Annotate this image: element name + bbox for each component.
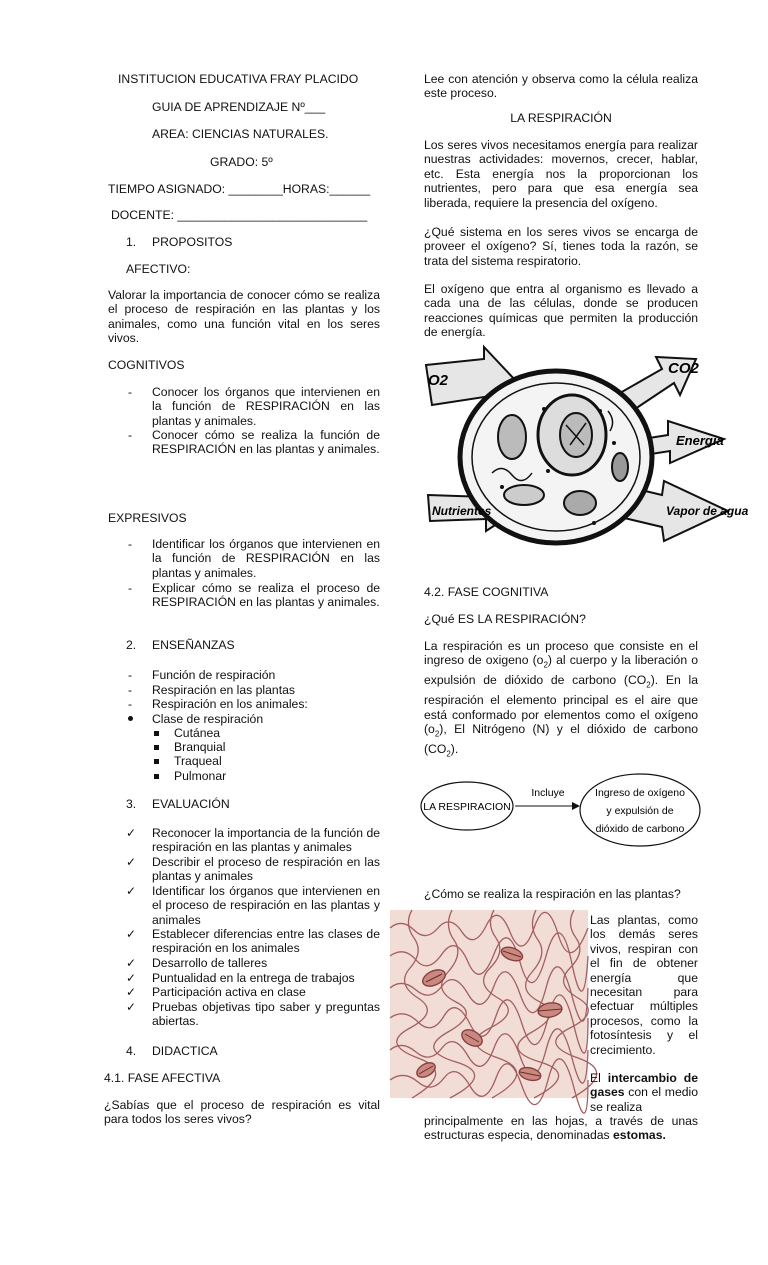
energia-label: Energia	[676, 433, 724, 448]
teacher-line: DOCENTE: ____________________________	[111, 208, 368, 222]
list-item: Conocer cómo se realiza la función de RESPIRACIÓN en las plantas y animales.	[152, 428, 380, 457]
guide-title: GUIA DE APRENDIZAJE Nº___	[152, 100, 326, 114]
gas-exchange-text: El intercambio de gases con el medio se realiza	[590, 1071, 698, 1114]
sub-list-item: Pulmonar	[174, 769, 227, 783]
paragraph-definicion: La respiración es un proceso que consiste en el ingreso de oxigeno $(o_2)$ al cuerpo y la liberación o expulsión de dióxido de carbono $(CO_2)$. En la respiración el elemento principal es el aire que está conformado por elementos como el oxígeno $(o_2)$, El Nitrógeno (N) y el dióxido de carbono $(CO_2)$.	[424, 639, 699, 759]
diagram-node-label: y expulsión de	[606, 805, 674, 817]
check-icon: ✓	[126, 971, 137, 985]
o2-label: O2	[428, 372, 449, 389]
diagram-node-label: Ingreso de oxígeno	[595, 787, 685, 799]
list-item: Establecer diferencias entre las clases de respiración en los animales	[152, 927, 380, 956]
area-title: AREA: CIENCIAS NATURALES.	[152, 127, 329, 141]
square-bullet	[154, 759, 159, 764]
gas-exchange-tail: principalmente en las hojas, a través de unas estructuras especia, denominadas estomas.	[424, 1114, 698, 1143]
school-name: INSTITUCION EDUCATIVA FRAY PLACIDO	[118, 72, 359, 86]
list-item: Clase de respiración	[152, 712, 264, 726]
check-icon: ✓	[126, 985, 137, 999]
leaf-stomata-micrograph	[390, 910, 588, 1098]
fase-afectiva-text: ¿Sabías que el proceso de respiración es vital para todos los seres vivos?	[104, 1098, 380, 1127]
intro-text: Lee con atención y observa como la célula realiza este proceso.	[424, 72, 698, 101]
section-number: 2.	[126, 638, 137, 652]
check-icon: ✓	[126, 855, 137, 869]
list-item: Respiración en las plantas	[152, 683, 295, 697]
section-number: 4.	[126, 1044, 137, 1058]
grade-title: GRADO: 5º	[210, 155, 273, 169]
respiracion-title: LA RESPIRACIÓN	[510, 111, 612, 125]
list-item: Describir el proceso de respiración en las plantas y animales	[152, 855, 380, 884]
dash-bullet: -	[128, 385, 133, 399]
paragraph-energia: Los seres vivos necesitamos energía para realizar nuestras actividades: movernos, crecer, hablar, etc. Esta energía nos la proporcionan los nutrientes, pero para que esa energía sea liberada, requiere la presencia del oxígeno.	[424, 138, 698, 210]
list-item: Respiración en los animales:	[152, 697, 308, 711]
paragraph-oxigeno: El oxígeno que entra al organismo es llevado a cada una de las células, donde se producen reacciones químicas que permiten la producción de energía.	[424, 282, 698, 340]
list-item: Pruebas objetivas tipo saber y preguntas abiertas.	[152, 1000, 380, 1029]
section-title-ensenanzas: ENSEÑANZAS	[152, 638, 235, 652]
check-icon: ✓	[126, 884, 137, 898]
nutrientes-label: Nutrientes	[432, 504, 492, 518]
list-item: Conocer los órganos que intervienen en la función de RESPIRACIÓN en las plantas y animales.	[152, 385, 380, 428]
dash-bullet: -	[128, 537, 133, 551]
diagram-node-label: dióxido de carbono	[595, 823, 685, 835]
arrow-head-icon	[572, 802, 580, 810]
cell-respiration-illustration	[424, 345, 749, 567]
afectivo-text: Valorar la importancia de conocer cómo se realiza el proceso de respiración en las plantas y los animales, como una función vital en los seres vivos.	[108, 288, 380, 346]
dash-bullet: -	[128, 697, 133, 711]
sub-list-item: Traqueal	[174, 754, 222, 768]
list-item: Función de respiración	[152, 668, 276, 682]
list-item: Explicar cómo se realiza el proceso de RESPIRACIÓN en las plantas y animales.	[152, 581, 380, 610]
list-item: Desarrollo de talleres	[152, 956, 268, 970]
section-number: 3.	[126, 797, 137, 811]
sub-list-item: Branquial	[174, 740, 226, 754]
cognitivos-title: COGNITIVOS	[108, 358, 185, 372]
time-assigned: TIEMPO ASIGNADO: ________HORAS:______	[108, 182, 371, 196]
list-item: Participación activa en clase	[152, 985, 306, 999]
check-icon: ✓	[126, 1000, 137, 1014]
plants-text: Las plantas, como los demás seres vivos, respiran con el fin de obtener energía que necesitan para efectuar múltiples procesos, como la fotosíntesis y el crecimiento.	[590, 913, 698, 1057]
list-item: Identificar los órganos que intervienen en el proceso de respiración en las plantas y animales	[152, 884, 380, 927]
diagram-arrow-label: Incluye	[531, 787, 565, 799]
section-number: 1.	[126, 235, 137, 249]
fase-cognitiva-title: 4.2. FASE COGNITIVA	[424, 585, 549, 599]
section-title-evaluacion: EVALUACIÓN	[152, 797, 230, 811]
list-item: Puntualidad en la entrega de trabajos	[152, 971, 355, 985]
dash-bullet: -	[128, 581, 133, 595]
dash-bullet: -	[128, 428, 133, 442]
fase-afectiva-title: 4.1. FASE AFECTIVA	[104, 1071, 221, 1085]
section-title-didactica: DIDACTICA	[152, 1044, 218, 1058]
concept-diagram	[420, 766, 706, 854]
vapor-label: Vapor de agua	[666, 504, 749, 518]
square-bullet	[154, 774, 159, 779]
sub-list-item: Cutánea	[174, 726, 221, 740]
dash-bullet: -	[128, 683, 133, 697]
round-bullet	[128, 716, 133, 721]
afectivo-title: AFECTIVO:	[126, 262, 191, 276]
check-icon: ✓	[126, 826, 137, 840]
square-bullet	[154, 731, 159, 736]
paragraph-sistema: ¿Qué sistema en los seres vivos se encarga de proveer el oxígeno? Sí, tienes toda la razón, se trata del sistema respiratorio.	[424, 225, 698, 268]
que-es-respiracion: ¿Qué ES LA RESPIRACIÓN?	[424, 612, 586, 626]
list-item: Reconocer la importancia de la función de respiración en las plantas y animales	[152, 826, 380, 855]
section-title-propositos: PROPOSITOS	[152, 235, 233, 249]
square-bullet	[154, 745, 159, 750]
diagram-node-label: LA RESPIRACION	[423, 801, 511, 813]
check-icon: ✓	[126, 927, 137, 941]
dash-bullet: -	[128, 668, 133, 682]
co2-label: CO2	[668, 360, 699, 377]
plants-question: ¿Cómo se realiza la respiración en las plantas?	[424, 887, 681, 901]
check-icon: ✓	[126, 956, 137, 970]
list-item: Identificar los órganos que intervienen en la función de RESPIRACIÓN en las plantas y animales.	[152, 537, 380, 580]
expresivos-title: EXPRESIVOS	[108, 511, 187, 525]
